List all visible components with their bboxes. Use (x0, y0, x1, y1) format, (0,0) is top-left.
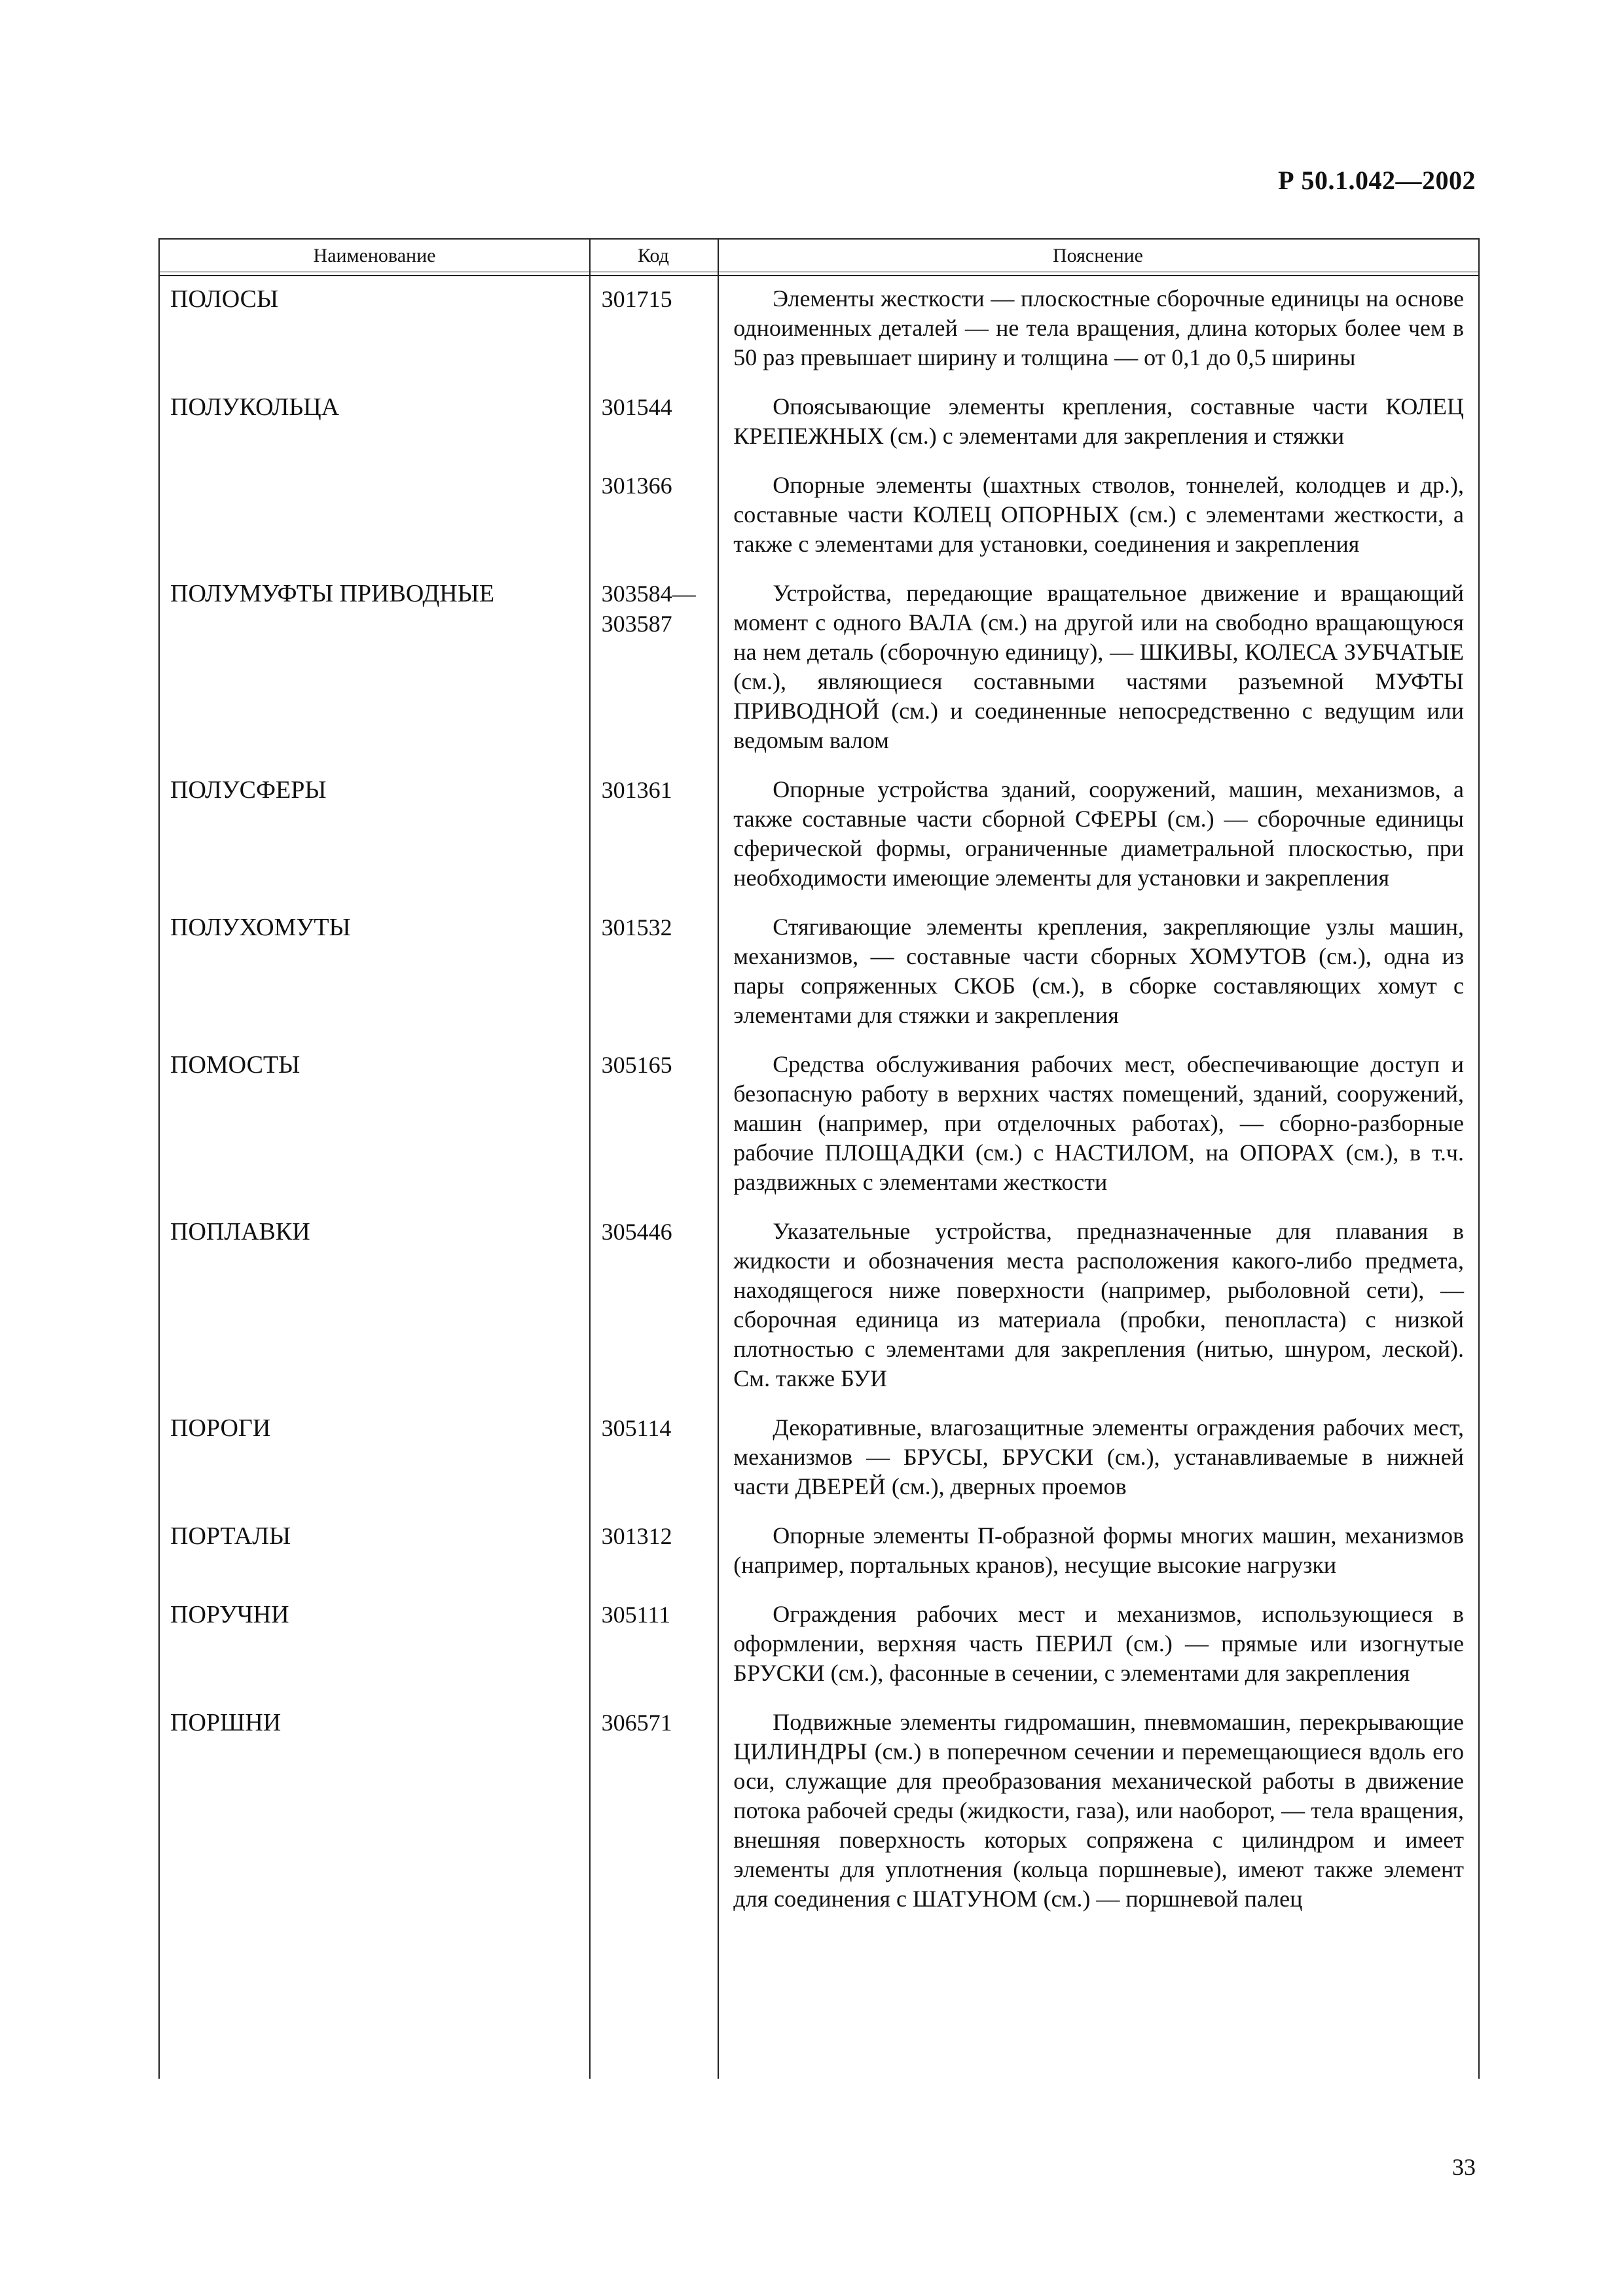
table-row (160, 1408, 1478, 1516)
table-row (160, 387, 1478, 465)
document-code: Р 50.1.042—2002 (1278, 166, 1476, 195)
term-name: ПОРТАЛЫ (170, 1522, 291, 1550)
table-row (160, 279, 1478, 387)
term-code: 301366 (601, 473, 672, 499)
term-code: 305114 (601, 1415, 672, 1441)
term-name: ПОЛУМУФТЫ ПРИВОДНЫЕ (170, 580, 495, 607)
table-row (160, 1702, 1478, 1928)
term-code: 301715 (601, 286, 672, 312)
term-code: 305446 (601, 1219, 672, 1245)
term-name: ПОЛУКОЛЬЦА (170, 393, 340, 421)
table-body (160, 279, 1478, 1928)
term-name: ПОРУЧНИ (170, 1601, 289, 1628)
term-description: Устройства, передающие вращательное движение и вращающий момент с одного ВАЛА (см.) на другой или на свободно вращающуюся на нем деталь (сборочную единицу), — ШКИВЫ, КОЛЕСА ЗУБЧАТЫЕ (см.), являющиеся составными частями разъемной МУФТЫ ПРИВОДНОЙ (см.) и соединенные непосредственно с ведущим или ведомым валом (733, 580, 1464, 753)
term-description: Опорные устройства зданий, сооружений, машин, механизмов, а также составные части сборной СФЕРЫ (см.) — сборочные единицы сферической формы, ограниченные диаметральной плоскостью, при необходимости имеющие элементы для установки и закрепления (733, 776, 1464, 891)
table-header (160, 240, 1478, 276)
term-code: 305165 (601, 1052, 672, 1078)
term-code: 306571 (601, 1710, 672, 1736)
term-name: ПОМОСТЫ (170, 1051, 301, 1079)
term-code: 301312 (601, 1523, 672, 1549)
term-name: ПОЛУСФЕРЫ (170, 776, 327, 804)
term-code: 301532 (601, 914, 672, 941)
table-row (160, 770, 1478, 907)
term-description: Опоясывающие элементы крепления, составные части КОЛЕЦ КРЕПЕЖНЫХ (см.) с элементами для закрепления и стяжки (733, 393, 1464, 449)
term-code: 301361 (601, 777, 672, 803)
header-name: Наименование (313, 245, 436, 266)
term-description: Указательные устройства, предназначенные для плавания в жидкости и обозначения места расположения какого-либо предмета, находящегося ниже поверхности (например, рыболовной сети), — сборочная единица из материала (пробки, пенопласта) с низкой плотностью с элементами для закрепления (нитью, шнуром, леской). См. также БУИ (733, 1218, 1464, 1391)
term-name: ПОЛОСЫ (170, 285, 279, 313)
term-name: ПОРОГИ (170, 1414, 271, 1442)
header-description: Пояснение (1052, 245, 1143, 266)
table-row (160, 1045, 1478, 1211)
table-row (160, 1211, 1478, 1408)
page-number: 33 (1452, 2154, 1476, 2180)
table-row (160, 907, 1478, 1045)
term-code: 305111 (601, 1602, 670, 1628)
term-description: Стягивающие элементы крепления, закрепляющие узлы машин, механизмов, — составные части сборных ХОМУТОВ (см.), одна из пары сопряженных СКОБ (см.), в сборке составляющих хомут с элементами для стяжки и закрепления (733, 914, 1464, 1028)
term-code: 303584— 303587 (601, 581, 696, 637)
table-row (160, 573, 1478, 770)
term-description: Декоративные, влагозащитные элементы ограждения рабочих мест, механизмов — БРУСЫ, БРУСКИ (см.), устанавливаемые в нижней части ДВЕРЕЙ (см.), дверных проемов (733, 1414, 1464, 1499)
term-code: 301544 (601, 394, 672, 420)
table-row (160, 1594, 1478, 1702)
term-name: ПОРШНИ (170, 1709, 282, 1736)
term-description: Опорные элементы П-образной формы многих машин, механизмов (например, портальных кранов), несущие высокие нагрузки (733, 1522, 1464, 1578)
term-name: ПОПЛАВКИ (170, 1218, 310, 1246)
header-code: Код (638, 245, 669, 266)
term-description: Элементы жесткости — плоскостные сборочные единицы на основе одноименных деталей — не тела вращения, длина которых более чем в 50 раз превышает ширину и толщина — от 0,1 до 0,5 ширины (733, 285, 1464, 370)
term-name: ПОЛУХОМУТЫ (170, 914, 351, 941)
table-row (160, 465, 1478, 573)
term-description: Подвижные элементы гидромашин, пневмомашин, перекрывающие ЦИЛИНДРЫ (см.) в поперечном сечении и перемещающиеся вдоль его оси, служащие для преобразования механической работы в движение потока рабочей среды (жидкости, газа), или наоборот, — тела вращения, внешняя поверхность которых сопряжена с цилиндром и имеет элементы для уплотнения (кольца поршневые), имеют также элемент для соединения с ШАТУНОМ (см.) — поршневой палец (733, 1709, 1464, 1912)
terms-table (158, 238, 1480, 2079)
term-description: Средства обслуживания рабочих мест, обеспечивающие доступ и безопасную работу в верхних частях помещений, зданий, сооружений, машин (например, при отделочных работах), — сборно-разборные рабочие ПЛОЩАДКИ (см.) с НАСТИЛОМ, на ОПОРАХ (см.), в т.ч. раздвижных с элементами жесткости (733, 1051, 1464, 1195)
table-row (160, 1516, 1478, 1594)
term-name (160, 465, 591, 471)
term-description: Опорные элементы (шахтных стволов, тоннелей, колодцев и др.), составные части КОЛЕЦ ОПОРНЫХ (см.) с элементами жесткости, а также с элементами для установки, соединения и закрепления (733, 472, 1464, 557)
term-description: Ограждения рабочих мест и механизмов, использующиеся в оформлении, верхняя часть ПЕРИЛ (см.) — прямые или изогнутые БРУСКИ (см.), фасонные в сечении, с элементами для закрепления (733, 1601, 1464, 1686)
